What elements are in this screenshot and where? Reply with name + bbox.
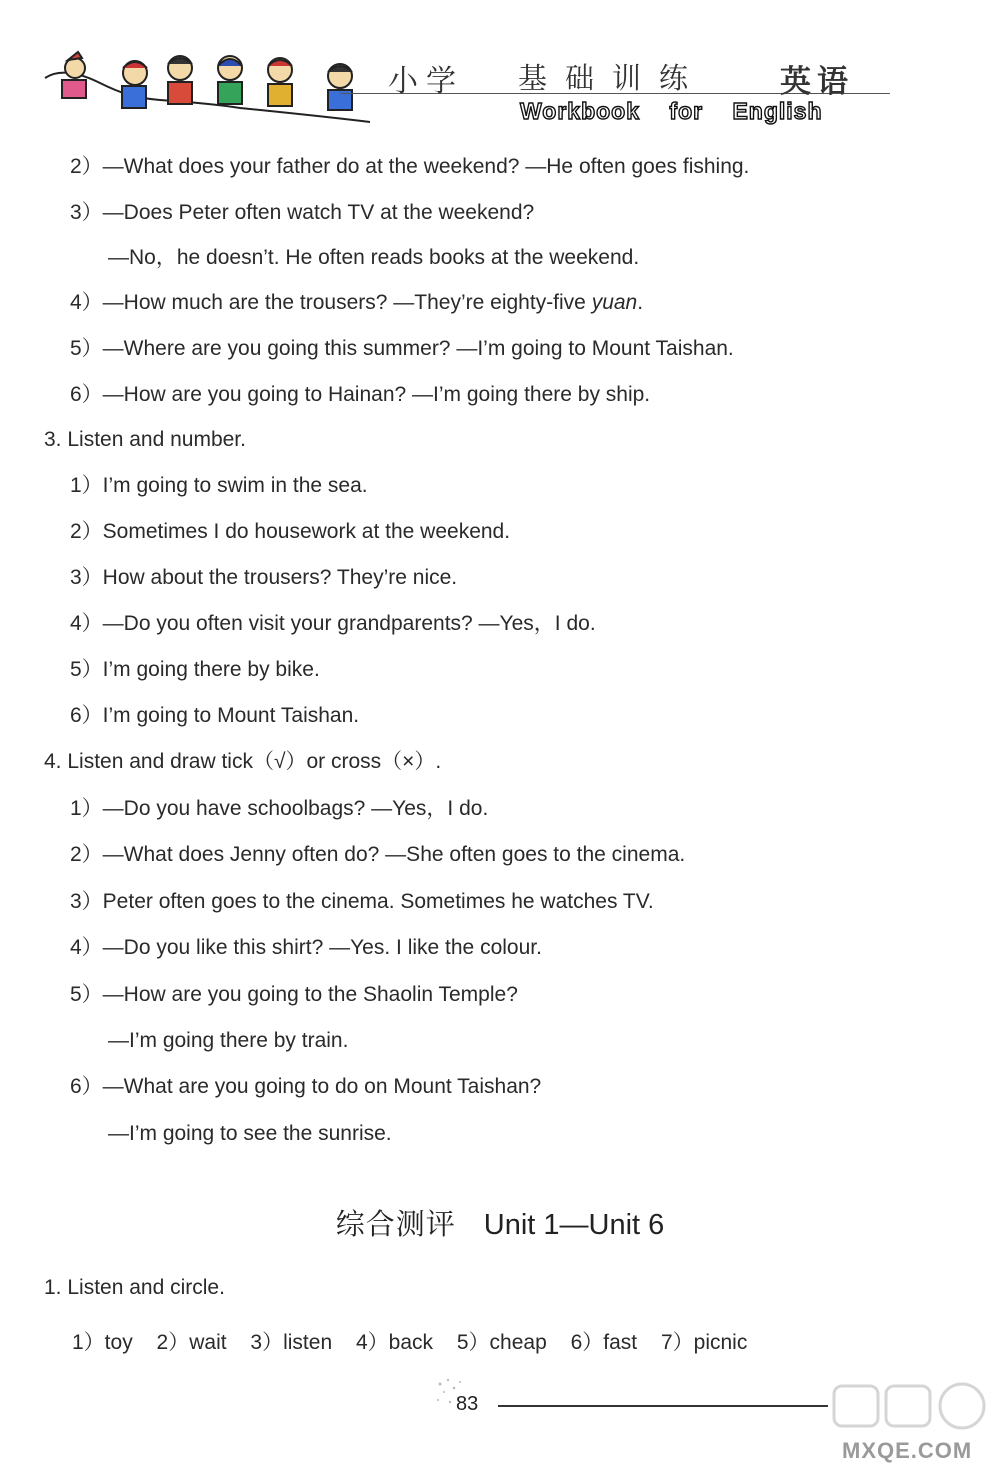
list-item: 1）I’m going to swim in the sea. [70,474,368,497]
list-item: 6）—How are you going to Hainan? —I’m going there by ship. [70,383,651,406]
list-item: 4）—Do you often visit your grandparents? —Yes，I do. [70,612,596,635]
option-item: 5）cheap [456,1331,547,1354]
option-item: 6）fast [570,1331,638,1354]
option-item: 7）picnic [660,1331,748,1354]
footer-rule [498,1405,828,1407]
list-item: —I’m going there by train. [108,1029,349,1052]
option-item: 4）back [355,1331,434,1354]
option-item: 1）toy [72,1331,133,1354]
list-item: 3）—Does Peter often watch TV at the weekend? [70,201,535,224]
list-item [70,291,643,315]
list-item: —No，he doesn’t. He often reads books at the weekend. [108,246,640,269]
list-item: 6）I’m going to Mount Taishan. [70,704,360,727]
italic-word: yuan [591,291,638,314]
list-item: —I’m going to see the sunrise. [108,1122,392,1145]
list-item: 6）—What are you going to do on Mount Taishan? [70,1075,542,1098]
header-title-basic-training: 基础训练 [518,61,707,95]
watermark-text: MXQE.COM [842,1438,973,1463]
list-item-text: 4）—How much are the trousers? —They’re eighty-five [70,291,592,314]
list-item: 2）—What does Jenny often do? —She often goes to the cinema. [70,843,686,866]
list-item-period: . [637,291,644,314]
option-item: 3）listen [250,1331,333,1354]
list-item: 5）I’m going there by bike. [70,658,320,681]
page-header [0,0,1000,140]
list-item: 1）—Do you have schoolbags? —Yes，I do. [70,797,489,820]
section-title-cn: 综合测评 [335,1207,456,1241]
list-item: 4）—Do you like this shirt? —Yes. I like the colour. [70,936,542,959]
page-number: 83 [456,1393,479,1415]
options-row [72,1326,765,1356]
header-title-workbook: Workbook for English [520,98,823,124]
children-illustration [40,38,390,128]
list-item: 5）—Where are you going this summer? —I’m going to Mount Taishan. [70,337,734,360]
section-title [0,1202,1000,1243]
list-item: 2）Sometimes I do housework at the weekend. [70,520,511,543]
header-title-english: 英语 [780,64,854,100]
section-heading: 1. Listen and circle. [44,1276,225,1299]
option-item: 2）wait [156,1331,227,1354]
list-item: 2）—What does your father do at the weekend? —He often goes fishing. [70,155,750,178]
section-title-en: Unit 1—Unit 6 [483,1209,665,1241]
list-item: 3）How about the trousers? They’re nice. [70,566,458,589]
section-heading: 3. Listen and number. [44,428,246,451]
list-item: 3）Peter often goes to the cinema. Sometimes he watches TV. [70,890,654,913]
header-title-primary-school: 小学 [388,64,464,99]
list-item: 5）—How are you going to the Shaolin Temple? [70,983,518,1006]
section-heading: 4. Listen and draw tick（√）or cross（×）. [44,750,442,773]
